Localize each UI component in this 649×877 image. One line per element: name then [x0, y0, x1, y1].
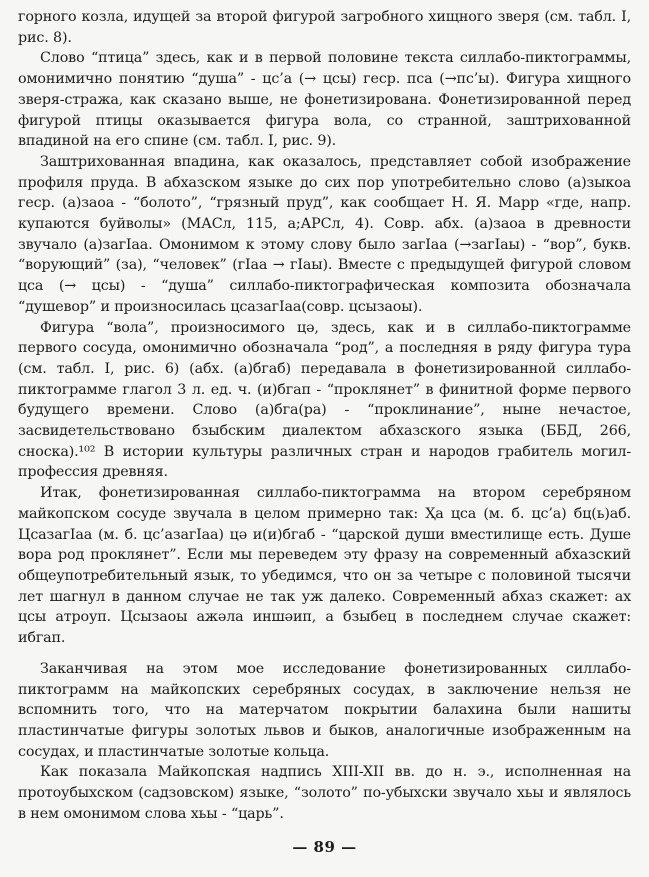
paragraph-5: Итак, фонетизированная силлабо-пиктограмма на втором серебряном майкопском сосуде звучала в целом примерно так: Ҳа цса (м. б. цс’а) бц(ь)аб. ЦсазагIаа (м. б. цс’азагIаа) цә и(и)бгаб - “царской души вместилище есть. Душе вора род проклянет”. Если мы переведем эту фразу на современный абхазский общеупотребительный язык, то убедимся, что он за четыре с половиной тысячи лет шагнул в данном случае не так уж далеко. Современный абхаз скажет: ах цсы атроуп. Цсызаоы ажәла иншәип, а бзыбец в последнем случае скажет: ибгап.: [18, 485, 631, 647]
paragraph-1: горного козла, идущей за второй фигурой загробного хищного зверя (см. табл. I, рис. 8).: [18, 9, 631, 46]
page-body-text: [18, 7, 631, 824]
page-number: — 89 —: [292, 838, 357, 856]
paragraph-4: Фигура “вола”, произносимого цә, здесь, как и в силлабо-пиктограмме первого сосуда, омонимично обозначала “род”, а последняя в ряду фигура тура (см. табл. I, рис. 6) (абх. (а)бгаб) передавала в фонетизированной силлабо-пиктограмме глагол 3 л. ед. ч. (и)бгап - “проклянет” в финитной форме первого будущего времени. Слово (а)бга(ра) - “проклинание”, ныне нечастое, засвидетельствовано бзыбским диалектом абхазского языка (ББД, 266, сноска).¹⁰² В истории культуры различных стран и народов грабитель могил-профессия древняя.: [18, 319, 631, 481]
paragraph-3: Заштрихованная впадина, как оказалось, представляет собой изображение профиля пруда. В абхазском языке до сих пор употребительно слово (а)зыкоа гесp. (а)заоа - “болото”, “грязный пруд”, как сообщает Н. Я. Марр «где, напр. купаются буйволы» (МАСл, 115, а;АРСл, 4). Совр. абх. (а)заоа в древности звучало (а)загIаа. Омонимом к этому слову было загIаа (→загIаы) - “вор”, букв. “ворующий” (за), “человек” (гIаа → гIаы). Вместе с предыдущей фигурой словом цса (→ цсы) - “душа” силлабо-пиктографическая композита обозначала “душевор” и произносилась цсазагIаа(совр. цсызаоы).: [18, 153, 631, 315]
paragraph-7: Как показала Майкопская надпись XIII-XII вв. до н. э., исполненная на протоубыхском (садзовском) языке, “золото” по-убыхски звучало хьы и являлось в нем омонимом слова хьы - “царь”.: [18, 764, 631, 822]
paragraph-2: Слово “птица” здесь, как и в первой половине текста силлабо-пиктограммы, омонимично понятию “душа” - цс’а (→ цсы) геср. пса (→пс’ы). Фигура хищного зверя-стража, как сказано выше, не фонетизирована. Фонетизированной перед фигурой птицы оказывается фигура вола, со странной, заштрихованной впадиной на его спине (см. табл. I, рис. 9).: [18, 50, 631, 150]
paragraph-6: Заканчивая на этом мое исследование фонетизированных силлабо-пиктограмм на майкопских серебряных сосудах, в заключение нельзя не вспомнить того, что на матерчатом покрытии балахина были нашиты пластинчатые фигуры золотых львов и быков, аналогичные изображенным на сосудах, и пластинчатые золотые кольца.: [18, 660, 631, 760]
